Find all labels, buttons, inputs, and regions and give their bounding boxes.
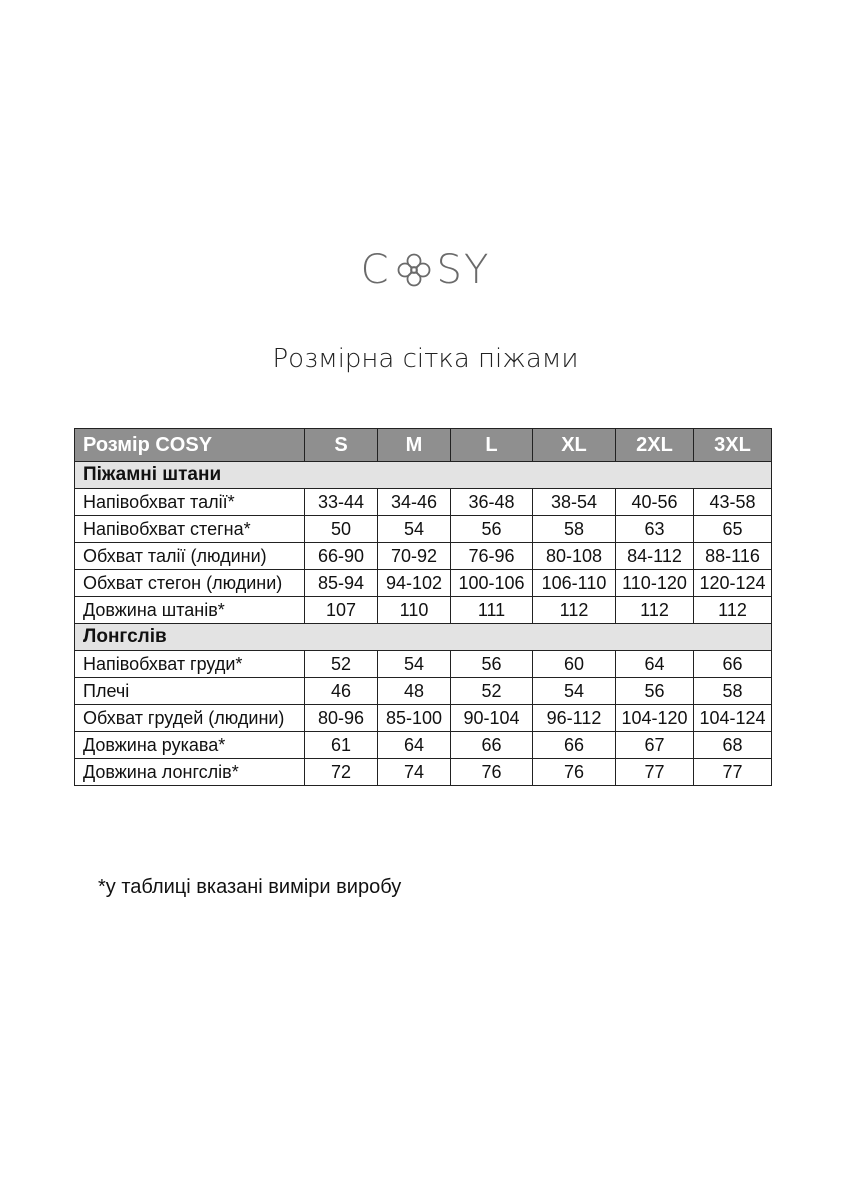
row-label: Обхват стегон (людини): [75, 570, 305, 597]
cell-value: 77: [694, 759, 772, 786]
size-chart-table: [74, 428, 772, 786]
table-header-row: [75, 429, 772, 462]
footnote: *у таблиці вказані виміри виробу: [98, 876, 402, 898]
row-label: Обхват талії (людини): [75, 543, 305, 570]
cell-value: 76: [451, 759, 533, 786]
cell-value: 80-108: [533, 543, 616, 570]
header-size-label: Розмір COSY: [75, 429, 305, 462]
row-label: Довжина штанів*: [75, 597, 305, 624]
cell-value: 33-44: [305, 489, 378, 516]
cell-value: 54: [378, 516, 451, 543]
cell-value: 112: [694, 597, 772, 624]
cell-value: 66: [694, 651, 772, 678]
cell-value: 66: [533, 732, 616, 759]
row-label: Напівобхват стегна*: [75, 516, 305, 543]
cell-value: 77: [616, 759, 694, 786]
cell-value: 56: [451, 516, 533, 543]
cell-value: 58: [533, 516, 616, 543]
table-row: [75, 516, 772, 543]
cell-value: 66-90: [305, 543, 378, 570]
row-label: Обхват грудей (людини): [75, 705, 305, 732]
cell-value: 112: [533, 597, 616, 624]
cell-value: 96-112: [533, 705, 616, 732]
row-label: Довжина лонгслів*: [75, 759, 305, 786]
cell-value: 120-124: [694, 570, 772, 597]
cell-value: 67: [616, 732, 694, 759]
cell-value: 76-96: [451, 543, 533, 570]
table-row: [75, 489, 772, 516]
brand-logo: [0, 246, 851, 294]
header-size-s: S: [305, 429, 378, 462]
header-size-3xl: 3XL: [694, 429, 772, 462]
cell-value: 54: [533, 678, 616, 705]
cell-value: 90-104: [451, 705, 533, 732]
cell-value: 52: [451, 678, 533, 705]
cell-value: 66: [451, 732, 533, 759]
cell-value: 74: [378, 759, 451, 786]
cell-value: 80-96: [305, 705, 378, 732]
cell-value: 63: [616, 516, 694, 543]
cell-value: 72: [305, 759, 378, 786]
table-row: [75, 759, 772, 786]
cell-value: 94-102: [378, 570, 451, 597]
cell-value: 100-106: [451, 570, 533, 597]
cell-value: 50: [305, 516, 378, 543]
cell-value: 43-58: [694, 489, 772, 516]
page-title: Розмірна сітка піжами: [272, 344, 579, 374]
cell-value: 64: [616, 651, 694, 678]
header-size-2xl: 2XL: [616, 429, 694, 462]
section-row: [75, 462, 772, 489]
cell-value: 56: [616, 678, 694, 705]
cell-value: 110-120: [616, 570, 694, 597]
cell-value: 64: [378, 732, 451, 759]
header-size-m: M: [378, 429, 451, 462]
cell-value: 65: [694, 516, 772, 543]
cell-value: 106-110: [533, 570, 616, 597]
cell-value: 34-46: [378, 489, 451, 516]
row-label: Напівобхват груди*: [75, 651, 305, 678]
logo-letters-sy: SY: [436, 247, 491, 293]
logo-letter-c: C: [360, 247, 391, 293]
cell-value: 88-116: [694, 543, 772, 570]
cell-value: 36-48: [451, 489, 533, 516]
table-row: [75, 597, 772, 624]
row-label: Плечі: [75, 678, 305, 705]
table-row: [75, 570, 772, 597]
cell-value: 46: [305, 678, 378, 705]
table-row: [75, 705, 772, 732]
cell-value: 68: [694, 732, 772, 759]
cell-value: 56: [451, 651, 533, 678]
table-row: [75, 651, 772, 678]
header-size-xl: XL: [533, 429, 616, 462]
cell-value: 58: [694, 678, 772, 705]
cell-value: 85-94: [305, 570, 378, 597]
cell-value: 61: [305, 732, 378, 759]
cell-value: 38-54: [533, 489, 616, 516]
cell-value: 54: [378, 651, 451, 678]
section-row: [75, 624, 772, 651]
flower-icon: [393, 249, 435, 291]
row-label: Довжина рукава*: [75, 732, 305, 759]
cell-value: 48: [378, 678, 451, 705]
cell-value: 52: [305, 651, 378, 678]
cell-value: 112: [616, 597, 694, 624]
cell-value: 70-92: [378, 543, 451, 570]
cell-value: 60: [533, 651, 616, 678]
cell-value: 76: [533, 759, 616, 786]
cell-value: 84-112: [616, 543, 694, 570]
cell-value: 111: [451, 597, 533, 624]
cell-value: 85-100: [378, 705, 451, 732]
cell-value: 107: [305, 597, 378, 624]
cell-value: 110: [378, 597, 451, 624]
cell-value: 104-120: [616, 705, 694, 732]
table-row: [75, 543, 772, 570]
table-row: [75, 678, 772, 705]
header-size-l: L: [451, 429, 533, 462]
cell-value: 104-124: [694, 705, 772, 732]
row-label: Напівобхват талії*: [75, 489, 305, 516]
section-title: Піжамні штани: [75, 462, 772, 489]
table-row: [75, 732, 772, 759]
section-title: Лонгслів: [75, 624, 772, 651]
cell-value: 40-56: [616, 489, 694, 516]
